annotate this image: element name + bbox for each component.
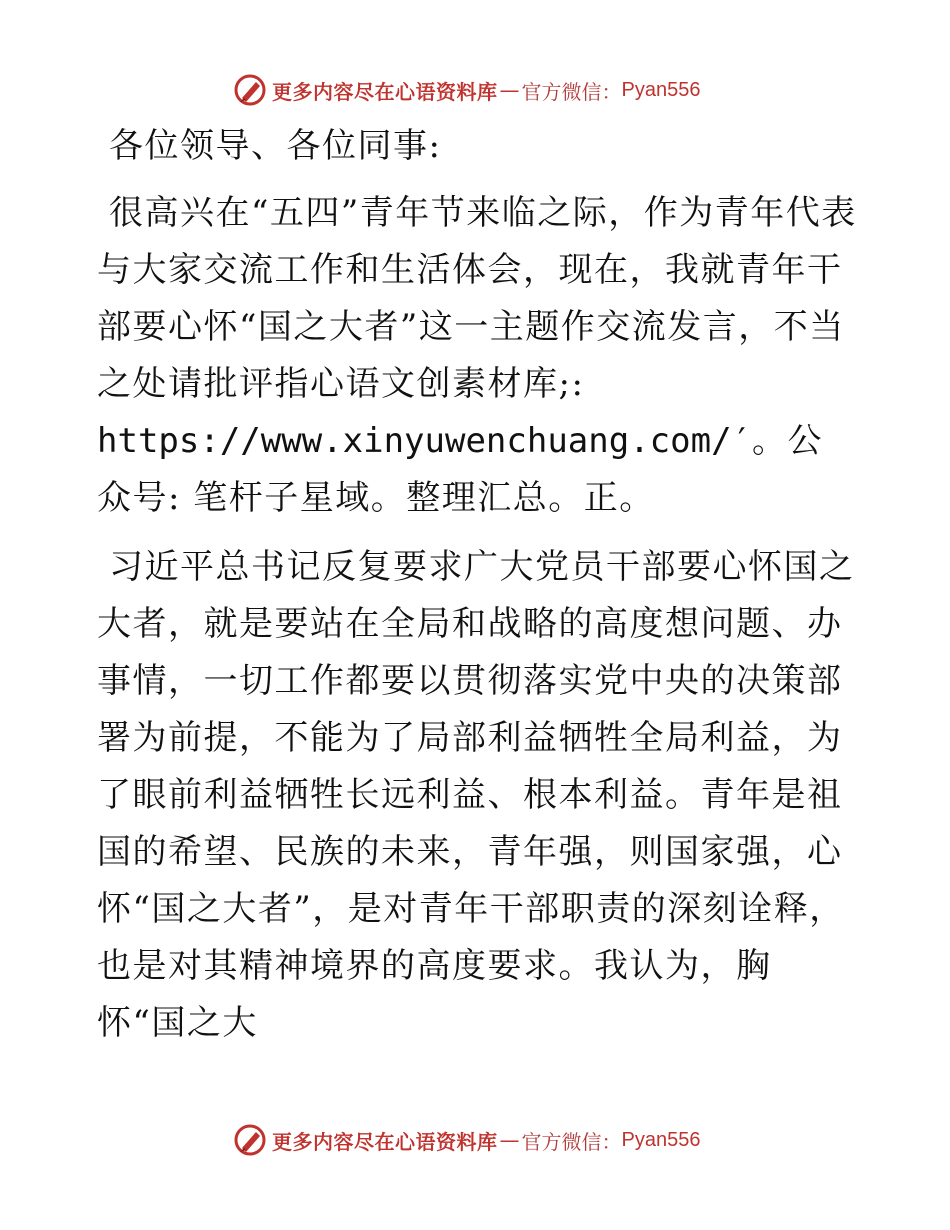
header-separator: — <box>499 78 520 102</box>
pen-logo-icon <box>232 1122 268 1158</box>
document-body <box>97 118 857 1052</box>
paragraph-1-url: https://www.xinyuwenchuang.com/′ <box>97 421 753 461</box>
footer-site-text: 更多内容尽在心语资料库 <box>272 1129 498 1154</box>
header-wechat-label: 官方微信： <box>521 79 622 104</box>
paragraph-1 <box>97 185 857 527</box>
header-site-text: 更多内容尽在心语资料库 <box>272 79 498 104</box>
paragraph-1-text-a: 很高兴在“五四”青年节来临之际，作为青年代表与大家交流工作和生活体会，现在，我就青年干部要心怀“国之大者”这一主题作交流发言，不当之处请批评指心语文创素材库;: <box>97 193 857 404</box>
footer-separator: — <box>499 1128 520 1152</box>
greeting: 各位领导、各位同事: <box>109 126 442 166</box>
header-wechat-id: Pyan556 <box>621 78 701 101</box>
paragraph-2: 习近平总书记反复要求广大党员干部要心怀国之大者，就是要站在全局和战略的高度想问题、办事情，一切工作都要以贯彻落实党中央的决策部署为前提，不能为了局部利益牺牲全局利益，为了眼前利益牺牲长远利益、根本利益。青年是祖国的希望、民族的未来，青年强，则国家强，心怀“国之大者”，是对青年干部职责的深刻诠释，也是对其精神境界的高度要求。我认为，胸怀“国之大 <box>97 547 855 1043</box>
paragraph-1-text-b: 。公众号: 笔杆子星域。整理汇总。正。 <box>97 421 824 518</box>
pen-logo-icon <box>232 72 268 108</box>
footer-banner <box>232 1120 700 1160</box>
footer-wechat-label: 官方微信： <box>521 1129 622 1154</box>
footer-wechat-id: Pyan556 <box>621 1128 701 1151</box>
header-banner <box>232 70 700 110</box>
